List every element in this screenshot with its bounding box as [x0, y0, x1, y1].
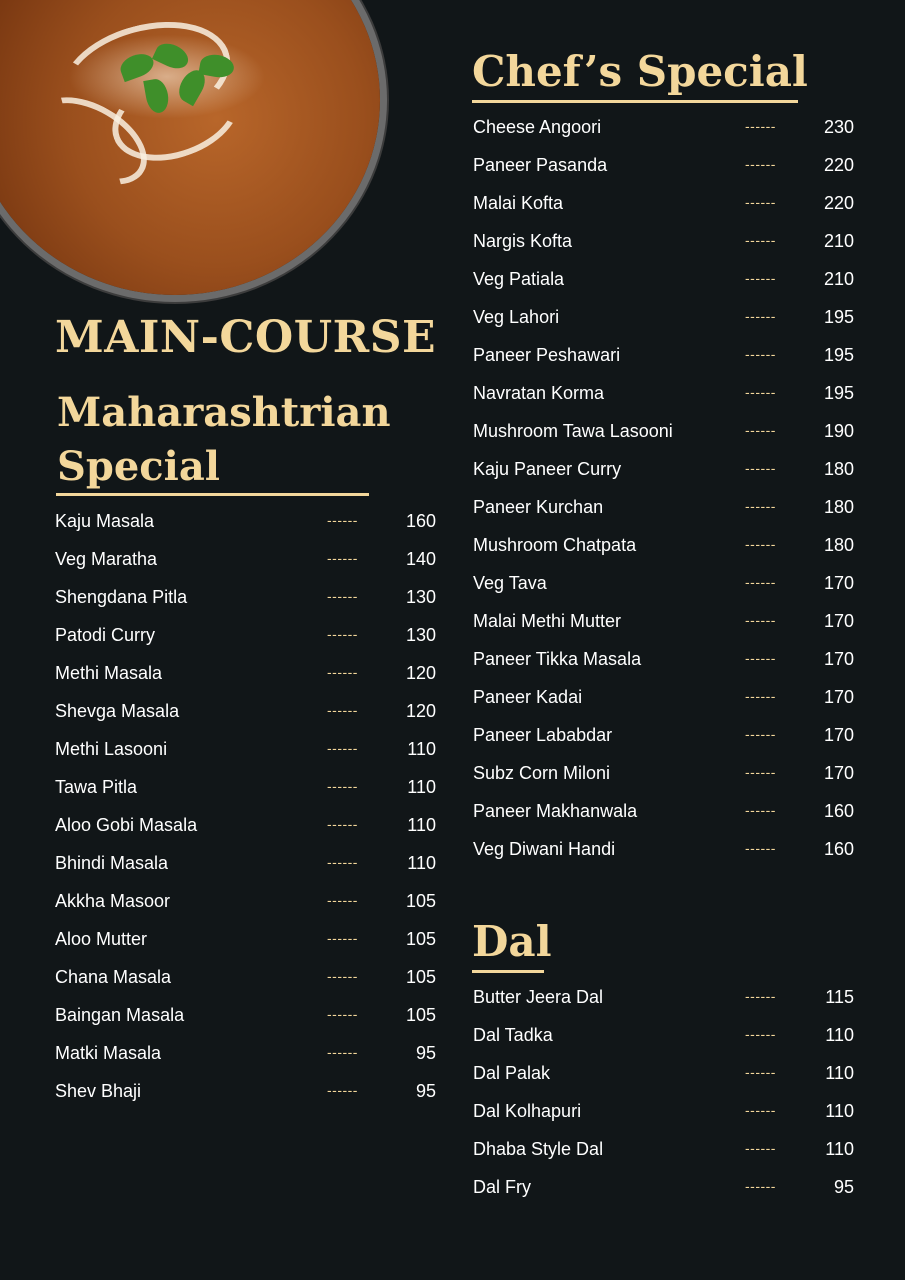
menu-item-name: Cheese Angoori — [473, 117, 602, 137]
menu-item — [55, 775, 436, 813]
menu-item — [473, 419, 854, 457]
menu-item-separator: ------ — [327, 816, 358, 832]
menu-item-separator: ------ — [327, 512, 358, 528]
menu-item-price: 110 — [825, 1139, 854, 1159]
menu-item — [473, 799, 854, 837]
menu-item — [473, 229, 854, 267]
menu-item — [473, 571, 854, 609]
menu-item-price: 195 — [823, 307, 854, 327]
menu-item-price: 110 — [407, 777, 436, 797]
menu-item — [473, 153, 854, 191]
menu-item — [473, 343, 854, 381]
menu-item-name: Veg Diwani Handi — [473, 839, 616, 859]
menu-item-price: 190 — [823, 421, 854, 441]
menu-item-name: Methi Masala — [55, 663, 163, 683]
menu-item — [473, 495, 854, 533]
menu-item-name: Malai Methi Mutter — [473, 611, 622, 631]
menu-item — [473, 457, 854, 495]
chefs-special-menu-list — [473, 115, 854, 875]
menu-item-price: 110 — [825, 1101, 854, 1121]
menu-item-name: Dal Kolhapuri — [473, 1101, 582, 1121]
menu-item — [55, 509, 436, 547]
dal-menu-list — [473, 985, 854, 1213]
menu-item-price: 195 — [823, 383, 854, 403]
menu-item-name: Bhindi Masala — [55, 853, 169, 873]
menu-item-separator: ------ — [745, 346, 776, 362]
menu-item-separator: ------ — [327, 626, 358, 642]
menu-item — [55, 623, 436, 661]
menu-item-name: Kaju Paneer Curry — [473, 459, 622, 479]
menu-item-name: Aloo Gobi Masala — [55, 815, 198, 835]
menu-item-name: Dal Palak — [473, 1063, 551, 1083]
menu-item-price: 180 — [823, 459, 854, 479]
menu-item-name: Dhaba Style Dal — [473, 1139, 604, 1159]
menu-item-separator: ------ — [327, 892, 358, 908]
menu-item — [55, 547, 436, 585]
menu-item-price: 210 — [823, 269, 854, 289]
menu-item — [473, 191, 854, 229]
menu-item-separator: ------ — [327, 1082, 358, 1098]
menu-item-separator: ------ — [327, 968, 358, 984]
menu-item — [473, 685, 854, 723]
menu-item — [55, 585, 436, 623]
menu-item-separator: ------ — [745, 270, 776, 286]
menu-item-separator: ------ — [327, 664, 358, 680]
menu-item-price: 210 — [823, 231, 854, 251]
main-course-heading: MAIN-COURSE — [55, 312, 437, 363]
menu-item-name: Veg Lahori — [473, 307, 560, 327]
menu-item — [473, 305, 854, 343]
menu-item — [55, 1079, 436, 1117]
menu-item-name: Paneer Tikka Masala — [473, 649, 642, 669]
menu-item-separator: ------ — [745, 802, 776, 818]
menu-item-price: 170 — [823, 725, 854, 745]
menu-item-price: 95 — [415, 1081, 436, 1101]
dal-heading: Dal — [472, 917, 552, 966]
menu-item — [473, 1137, 854, 1175]
menu-item-name: Paneer Kadai — [473, 687, 583, 707]
menu-item-price: 170 — [823, 649, 854, 669]
menu-item-price: 110 — [825, 1063, 854, 1083]
menu-item — [55, 1003, 436, 1041]
menu-item-separator: ------ — [745, 498, 776, 514]
menu-item-name: Baingan Masala — [55, 1005, 185, 1025]
menu-item — [55, 661, 436, 699]
menu-item — [473, 647, 854, 685]
menu-item-name: Mushroom Chatpata — [473, 535, 637, 555]
menu-item-name: Paneer Pasanda — [473, 155, 608, 175]
menu-item-name: Dal Tadka — [473, 1025, 553, 1045]
menu-item-price: 105 — [405, 967, 436, 987]
menu-item-separator: ------ — [745, 1064, 776, 1080]
menu-item-separator: ------ — [745, 574, 776, 590]
menu-item-separator: ------ — [745, 194, 776, 210]
menu-item-separator: ------ — [327, 854, 358, 870]
menu-item-price: 180 — [823, 497, 854, 517]
chefs-special-heading-underline — [472, 100, 798, 103]
dal-heading-underline — [472, 970, 544, 973]
menu-item-separator: ------ — [745, 156, 776, 172]
menu-item — [55, 813, 436, 851]
menu-item-separator: ------ — [745, 308, 776, 324]
menu-item-price: 110 — [407, 853, 436, 873]
menu-item-separator: ------ — [327, 1006, 358, 1022]
menu-item-price: 220 — [823, 155, 854, 175]
dal-makhani-bowl-image — [0, 0, 380, 295]
maharashtrian-heading-underline — [56, 493, 369, 496]
menu-item-separator: ------ — [745, 422, 776, 438]
menu-item-name: Veg Patiala — [473, 269, 565, 289]
menu-item-price: 160 — [823, 839, 854, 859]
menu-item-separator: ------ — [327, 702, 358, 718]
menu-item — [473, 985, 854, 1023]
menu-item-price: 95 — [833, 1177, 854, 1197]
menu-item-name: Nargis Kofta — [473, 231, 573, 251]
menu-item-separator: ------ — [745, 118, 776, 134]
chefs-special-heading: Chef’s Special — [472, 47, 808, 96]
menu-item-separator: ------ — [327, 550, 358, 566]
menu-item-separator: ------ — [745, 460, 776, 476]
menu-item-separator: ------ — [745, 1102, 776, 1118]
menu-item-price: 115 — [825, 987, 854, 1007]
menu-item-separator: ------ — [745, 612, 776, 628]
menu-item-price: 105 — [405, 929, 436, 949]
menu-item-name: Paneer Kurchan — [473, 497, 604, 517]
menu-item-price: 170 — [823, 611, 854, 631]
menu-item — [473, 115, 854, 153]
menu-item-name: Paneer Peshawari — [473, 345, 621, 365]
menu-item-name: Tawa Pitla — [55, 777, 138, 797]
menu-item-price: 140 — [405, 549, 436, 569]
menu-item-price: 170 — [823, 573, 854, 593]
menu-item-name: Dal Fry — [473, 1177, 531, 1197]
menu-item-separator: ------ — [745, 726, 776, 742]
menu-item-price: 105 — [405, 891, 436, 911]
menu-item-separator: ------ — [745, 536, 776, 552]
menu-item-price: 130 — [405, 587, 436, 607]
menu-item — [55, 889, 436, 927]
menu-item-price: 195 — [823, 345, 854, 365]
menu-item-name: Veg Tava — [473, 573, 547, 593]
menu-item — [473, 1061, 854, 1099]
menu-item-separator: ------ — [327, 740, 358, 756]
menu-item-separator: ------ — [327, 778, 358, 794]
menu-item — [473, 609, 854, 647]
maharashtrian-special-heading: Maharashtrian Special — [57, 389, 391, 490]
menu-item-price: 230 — [823, 117, 854, 137]
maharashtrian-menu-list — [55, 509, 436, 1117]
menu-item-price: 130 — [405, 625, 436, 645]
menu-item-name: Butter Jeera Dal — [473, 987, 604, 1007]
menu-item-separator: ------ — [327, 930, 358, 946]
menu-item-name: Navratan Korma — [473, 383, 605, 403]
menu-item-name: Kaju Masala — [55, 511, 155, 531]
menu-item-name: Shevga Masala — [55, 701, 180, 721]
menu-item-price: 160 — [405, 511, 436, 531]
menu-item — [473, 267, 854, 305]
menu-item-price: 170 — [823, 763, 854, 783]
menu-item-name: Methi Lasooni — [55, 739, 168, 759]
menu-item-separator: ------ — [745, 232, 776, 248]
menu-item-price: 120 — [405, 663, 436, 683]
menu-item-separator: ------ — [327, 588, 358, 604]
menu-item-name: Shengdana Pitla — [55, 587, 188, 607]
menu-item-name: Aloo Mutter — [55, 929, 148, 949]
menu-item-name: Matki Masala — [55, 1043, 162, 1063]
menu-item-separator: ------ — [745, 988, 776, 1004]
menu-item-separator: ------ — [745, 650, 776, 666]
menu-item — [473, 533, 854, 571]
menu-item-price: 105 — [405, 1005, 436, 1025]
menu-item — [55, 927, 436, 965]
menu-item-name: Akkha Masoor — [55, 891, 171, 911]
menu-item-price: 120 — [405, 701, 436, 721]
menu-item-price: 110 — [407, 739, 436, 759]
menu-item — [55, 699, 436, 737]
menu-item — [473, 1023, 854, 1061]
menu-item-price: 110 — [825, 1025, 854, 1045]
menu-item-price: 220 — [823, 193, 854, 213]
menu-item-separator: ------ — [745, 384, 776, 400]
menu-item-name: Patodi Curry — [55, 625, 156, 645]
menu-item-separator: ------ — [745, 840, 776, 856]
menu-item — [473, 381, 854, 419]
menu-item-price: 180 — [823, 535, 854, 555]
menu-item-price: 95 — [415, 1043, 436, 1063]
menu-item-name: Mushroom Tawa Lasooni — [473, 421, 673, 441]
menu-item-name: Malai Kofta — [473, 193, 564, 213]
menu-item-separator: ------ — [745, 764, 776, 780]
menu-item — [55, 737, 436, 775]
menu-item-price: 170 — [823, 687, 854, 707]
menu-item — [473, 1175, 854, 1213]
menu-item-name: Subz Corn Miloni — [473, 763, 611, 783]
menu-item-name: Paneer Lababdar — [473, 725, 613, 745]
menu-item-separator: ------ — [745, 1026, 776, 1042]
menu-item — [473, 761, 854, 799]
menu-item — [55, 965, 436, 1003]
menu-item-name: Shev Bhaji — [55, 1081, 142, 1101]
menu-item-name: Veg Maratha — [55, 549, 158, 569]
menu-item-name: Chana Masala — [55, 967, 172, 987]
menu-item-separator: ------ — [745, 1178, 776, 1194]
menu-item-separator: ------ — [327, 1044, 358, 1060]
menu-item — [55, 851, 436, 889]
menu-item-name: Paneer Makhanwala — [473, 801, 638, 821]
menu-item — [473, 723, 854, 761]
menu-item — [473, 837, 854, 875]
menu-item — [473, 1099, 854, 1137]
menu-item — [55, 1041, 436, 1079]
menu-item-price: 160 — [823, 801, 854, 821]
menu-item-separator: ------ — [745, 1140, 776, 1156]
menu-item-separator: ------ — [745, 688, 776, 704]
menu-item-price: 110 — [407, 815, 436, 835]
